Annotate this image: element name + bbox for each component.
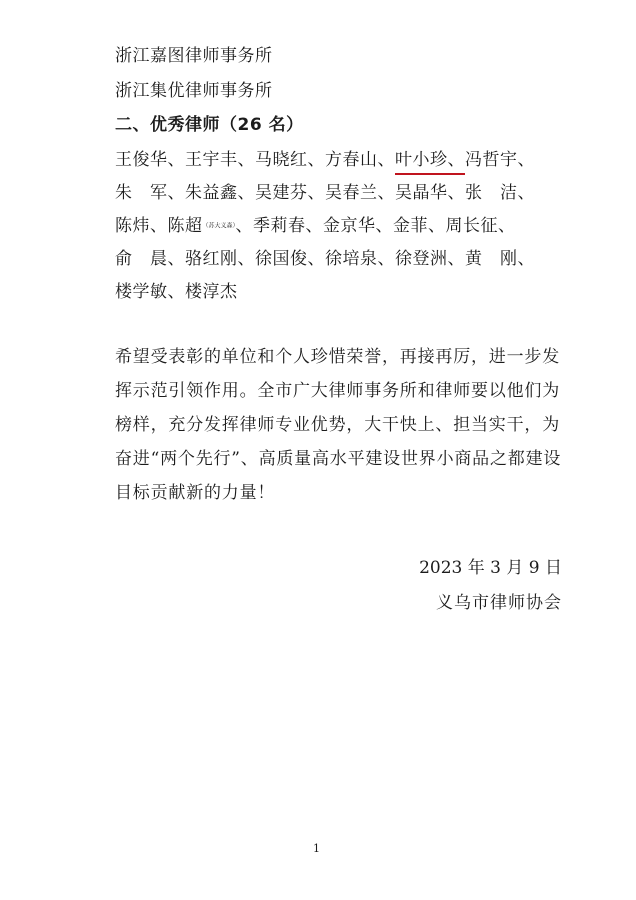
lawyer-name: 吴春兰	[325, 183, 378, 203]
firm-name: 浙江嘉图律师事务所	[115, 46, 273, 66]
lawyer-name: 张 洁	[465, 183, 518, 203]
lawyer-name: 朱益鑫	[185, 183, 238, 203]
lawyer-name: 季莉春	[253, 216, 306, 236]
lawyer-names-line: 王俊华、王宇丰、马晓红、方春山、叶小珍、 冯哲宇、	[115, 149, 535, 171]
lawyer-name: 徐培泉	[325, 249, 378, 269]
document-date: 2023 年 3 月 9 日	[419, 558, 562, 578]
firm-name: 浙江集优律师事务所	[115, 81, 273, 101]
lawyer-name: 王宇丰	[185, 150, 238, 170]
lawyer-names-line: 陈炜、陈超（苏大义森）、季莉春、金京华、金菲、周长征、	[115, 216, 516, 236]
lawyer-name: 金京华	[323, 216, 376, 236]
lawyer-names-line: 朱 军、朱益鑫、吴建芬、吴春兰、吴晶华、张 洁、	[115, 183, 535, 203]
lawyer-names-line: 楼学敏、楼淳杰	[115, 282, 238, 302]
section-heading: 二、优秀律师（26 名）	[115, 115, 304, 135]
red-underline-mark	[395, 173, 465, 175]
lawyer-name: 陈炜	[115, 216, 150, 236]
lawyer-name: 周长征	[445, 216, 499, 236]
issuing-organization: 义乌市律师协会	[436, 593, 562, 613]
lawyer-name: 徐国俊	[255, 249, 308, 269]
lawyer-name: 冯哲宇	[465, 150, 518, 170]
lawyer-name-note: （苏大义森）	[202, 222, 236, 230]
lawyer-name: 朱 军	[115, 183, 168, 203]
lawyer-name: 楼学敏	[115, 282, 168, 302]
lawyer-names-line: 俞 晨、骆红刚、徐国俊、徐培泉、徐登洲、黄 刚、	[115, 249, 535, 269]
lawyer-name: 金菲	[393, 216, 429, 236]
lawyer-name: 吴建芬	[255, 183, 308, 203]
highlighted-lawyer-name: 叶小珍、	[395, 149, 465, 171]
lawyer-name: 楼淳杰	[185, 282, 238, 302]
lawyer-name: 徐登洲	[395, 249, 448, 269]
page-number: 1	[313, 842, 320, 855]
lawyer-name: 陈超	[167, 216, 203, 236]
lawyer-name: 王俊华	[115, 150, 168, 170]
closing-paragraph: 希望受表彰的单位和个人珍惜荣誉，再接再厉，进一步发挥示范引领作用。全市广大律师事务所和律师要以他们为榜样，充分发挥律师专业优势，大干快上、担当实干，为奋进“两个先行”、高质量高水平建设世界小商品之都建设目标贡献新的力量！	[115, 347, 562, 503]
lawyer-name: 方春山	[325, 150, 378, 170]
lawyer-name: 骆红刚	[185, 249, 238, 269]
lawyer-name: 吴晶华	[395, 183, 448, 203]
lawyer-name: 俞 晨	[115, 249, 168, 269]
lawyer-name: 黄 刚	[465, 249, 518, 269]
lawyer-name: 马晓红	[255, 150, 308, 170]
